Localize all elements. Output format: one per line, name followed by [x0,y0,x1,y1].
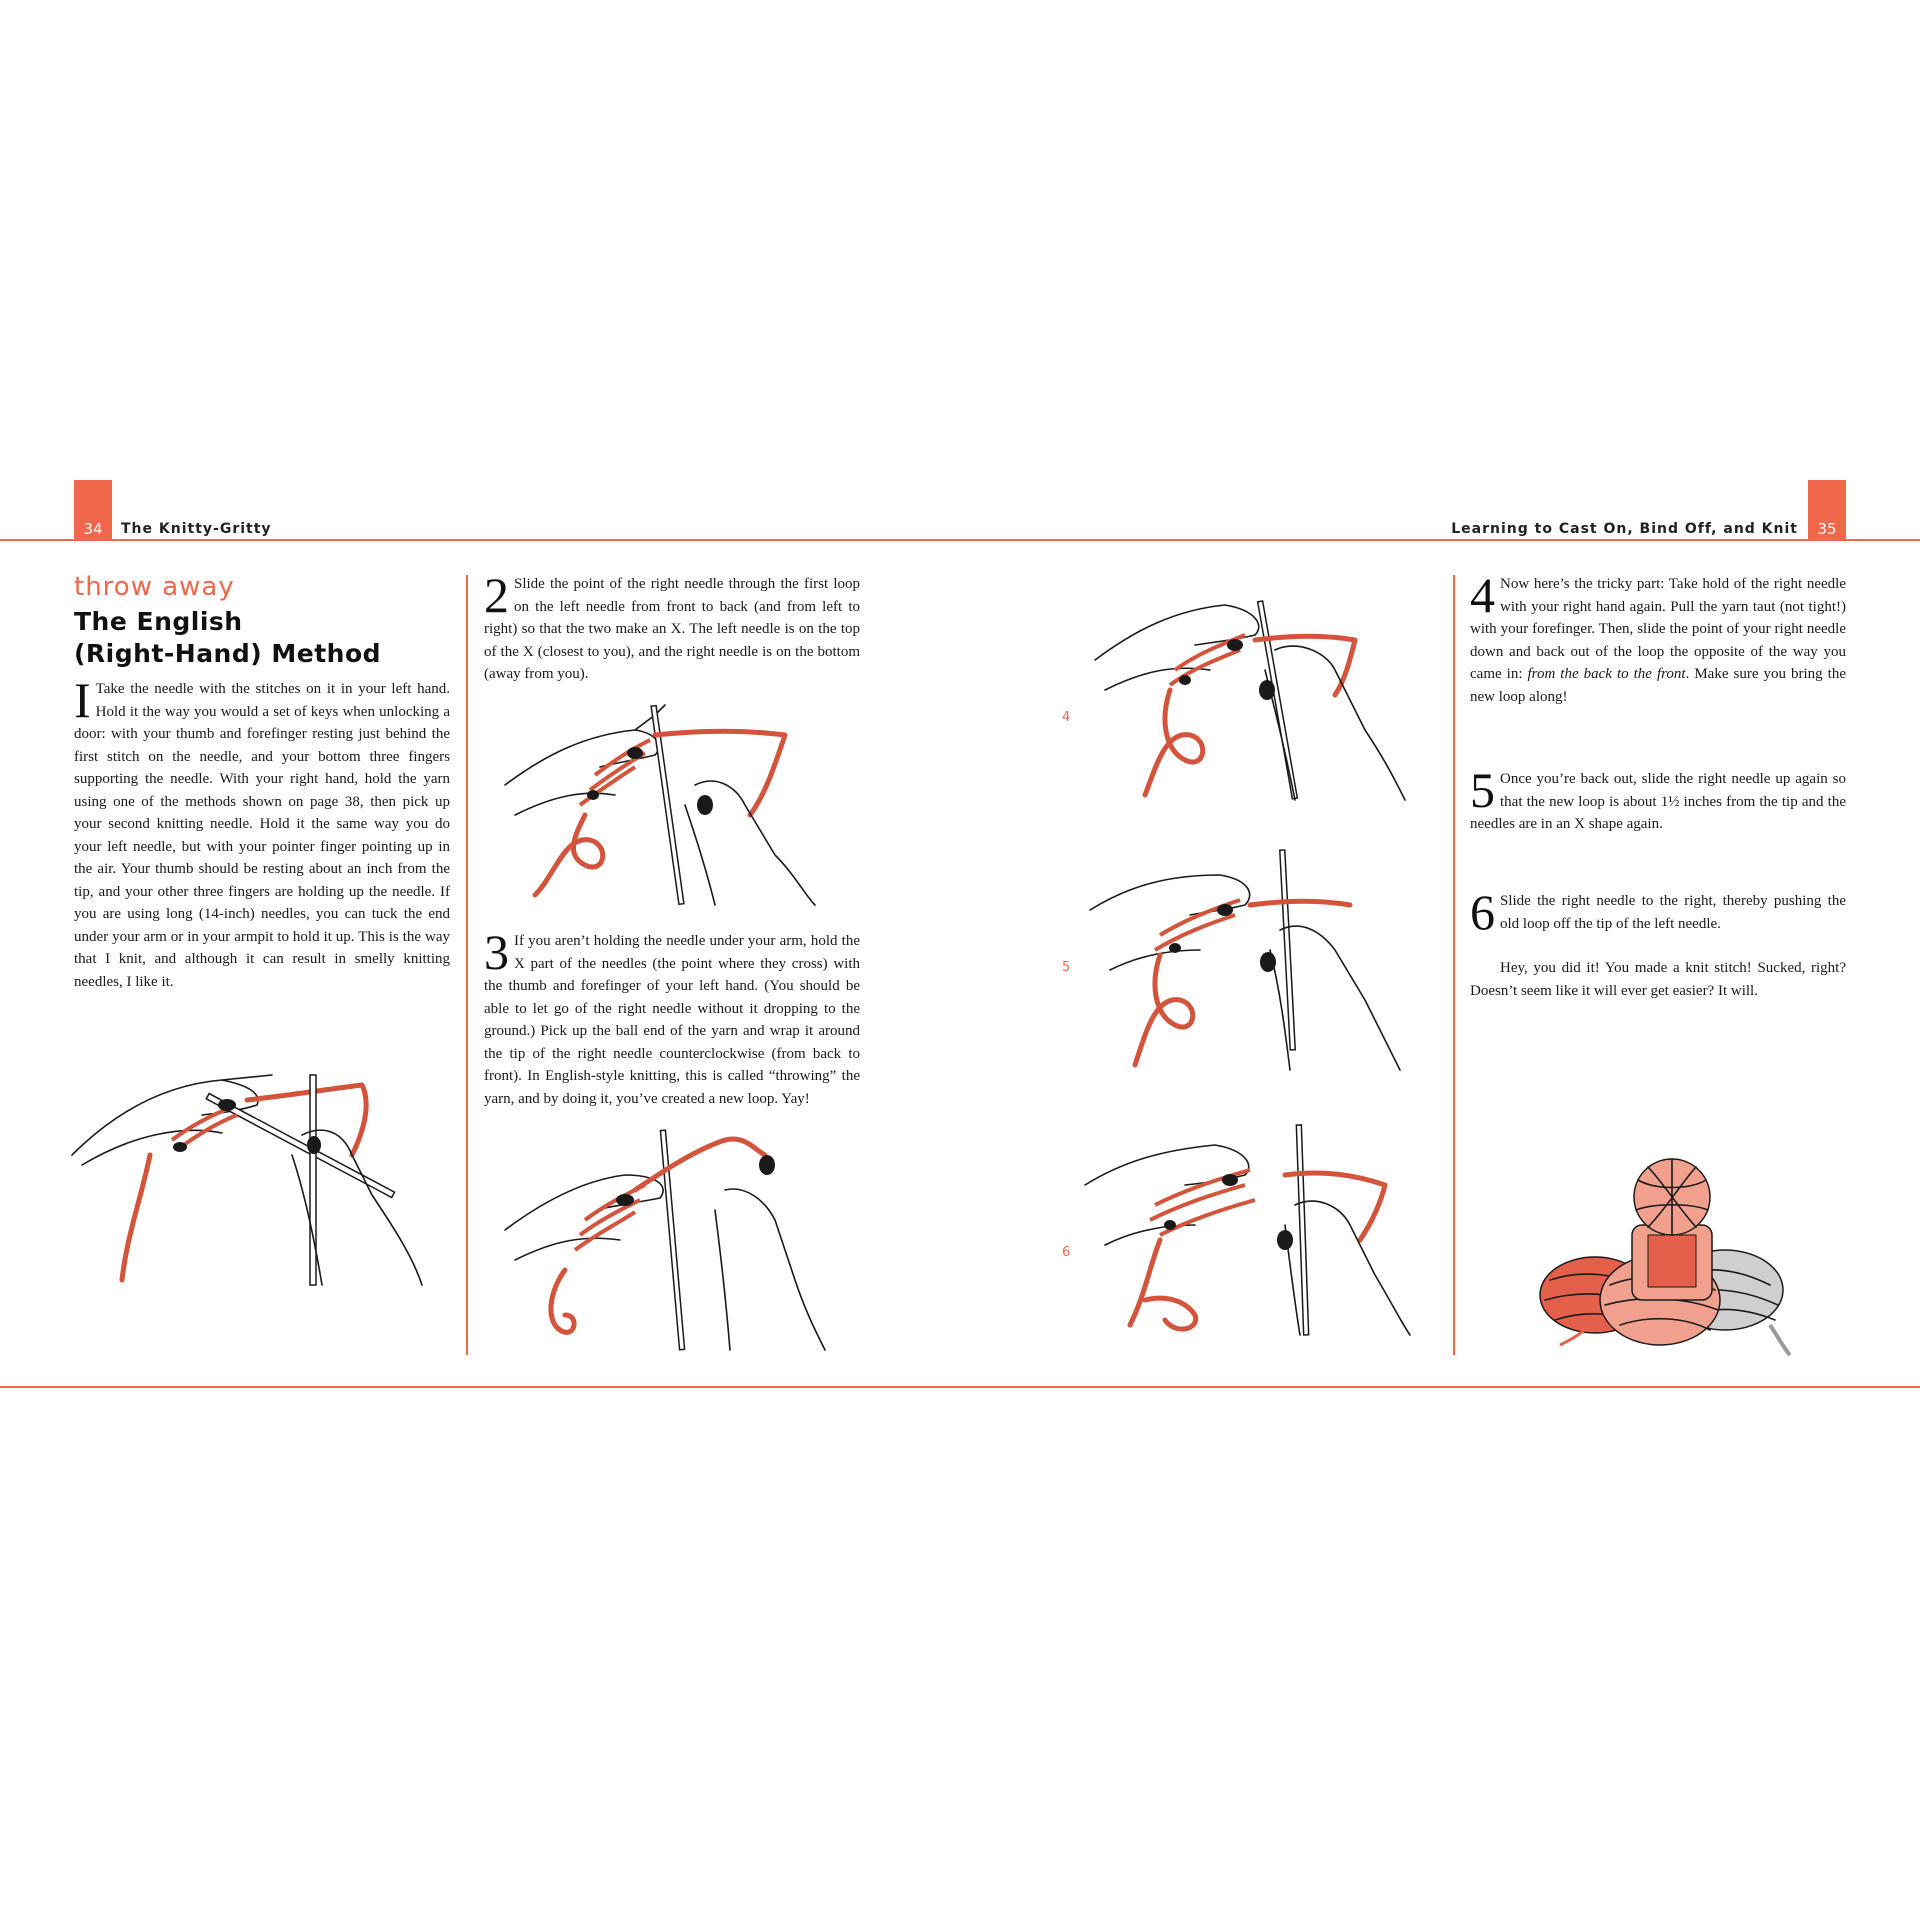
step-4-text-after: . Make sure you bring the new loop along! [1470,666,1846,705]
figure-label-6: 6 [1062,1245,1071,1260]
section-title-line2: (Right-Hand) Method [74,639,382,668]
step-5 [1470,762,1846,836]
left-running-head: The Knitty-Gritty [121,521,272,537]
step-1-text: Take the needle with the stitches on it in your left hand. Hold it the way you would a set of keys when unlocking a door: with your thumb and forefinger resting just behind the first stitch on the needle, and your bottom three fingers supporting the needle. With your right hand, hold the yarn using one of the methods shown on page 38, then pick up your second knitting needle. Hold it the same way you do your left needle, but with your pointer finger pointing up in the air. Your thumb should be resting about an inch from the tip, and your other three fingers are holding up the needle. If you are using long (14-inch) needles, you can tuck the end under your arm or in your armpit to hold it up. This is the way that I knit, and although it can result in smelly knitting needles, I like it. [74,681,450,990]
step-5-number: 5 [1470,762,1495,818]
step-3-text: If you aren’t holding the needle under your arm, hold the X part of the needles (the point where they cross) with the thumb and forefinger of your left hand. (You should be able to let go of the right needle without it dropping to the ground.) Pick up the ball end of the yarn and wrap it around the tip of the right needle counterclockwise (from back to front). In English-style knitting, this is called “throwing” the yarn, and by doing it, you’ve created a new loop. Yay! [484,933,860,1107]
right-page-number: 35 [1817,520,1837,538]
illustration-step2-hands [505,705,825,905]
step-1 [74,672,450,993]
step-2-number: 2 [484,567,509,623]
step-4 [1470,567,1846,708]
illustration-step5-hands [1090,850,1410,1070]
footer-rule [0,1386,1920,1388]
step-1-number: I [74,672,91,728]
right-page-tab [1808,480,1846,540]
step-3-number: 3 [484,924,509,980]
step-2-text: Slide the point of the right needle through the first loop on the left needle from front to back (and from left to right) so that the two make an X. The left needle is on the top of the X (closest to you), and the right needle is on the bottom (away from you). [484,576,860,682]
illustration-step6-hands [1085,1125,1415,1335]
step-2 [484,567,860,686]
step-6-text: Slide the right needle to the right, thereby pushing the old loop off the tip of the left needle. [1500,893,1846,932]
column-divider-2 [1453,575,1455,1355]
illustration-step1-hands [72,1055,432,1285]
illustration-step4-hands [1095,600,1415,800]
step-6 [1470,884,1846,940]
left-page-tab [74,480,112,540]
step-6-number: 6 [1470,884,1495,940]
column-divider-1 [466,575,468,1355]
step-4-text-before: Now here’s the tricky part: Take hold of the right needle with your right hand again. Pull the yarn taut (not tight!) with your forefinger. Then, slide the point of your right needle down and back out of the loop the opposite of the way you came in: [1470,576,1846,682]
closing-text: Hey, you did it! You made a knit stitch! Sucked, right? Doesn’t seem like it will ever get easier? It will. [1470,960,1846,999]
left-page-number: 34 [83,520,103,538]
right-running-head: Learning to Cast On, Bind Off, and Knit [1451,521,1798,537]
illustration-step3-hands [505,1130,835,1350]
section-kicker: throw away [74,572,235,602]
figure-label-5: 5 [1062,960,1071,975]
section-title-line1: The English [74,607,243,636]
illustration-yarn-balls [1540,1155,1790,1355]
step-4-number: 4 [1470,567,1495,623]
section-title [74,606,381,670]
header-rule [0,539,1920,541]
step-5-text: Once you’re back out, slide the right needle up again so that the new loop is about 1½ inches from the tip and the needles are in an X shape again. [1470,771,1846,832]
step-4-text-emphasis: from the back to the front [1527,666,1686,682]
figure-label-4: 4 [1062,710,1071,725]
step-3 [484,924,860,1110]
